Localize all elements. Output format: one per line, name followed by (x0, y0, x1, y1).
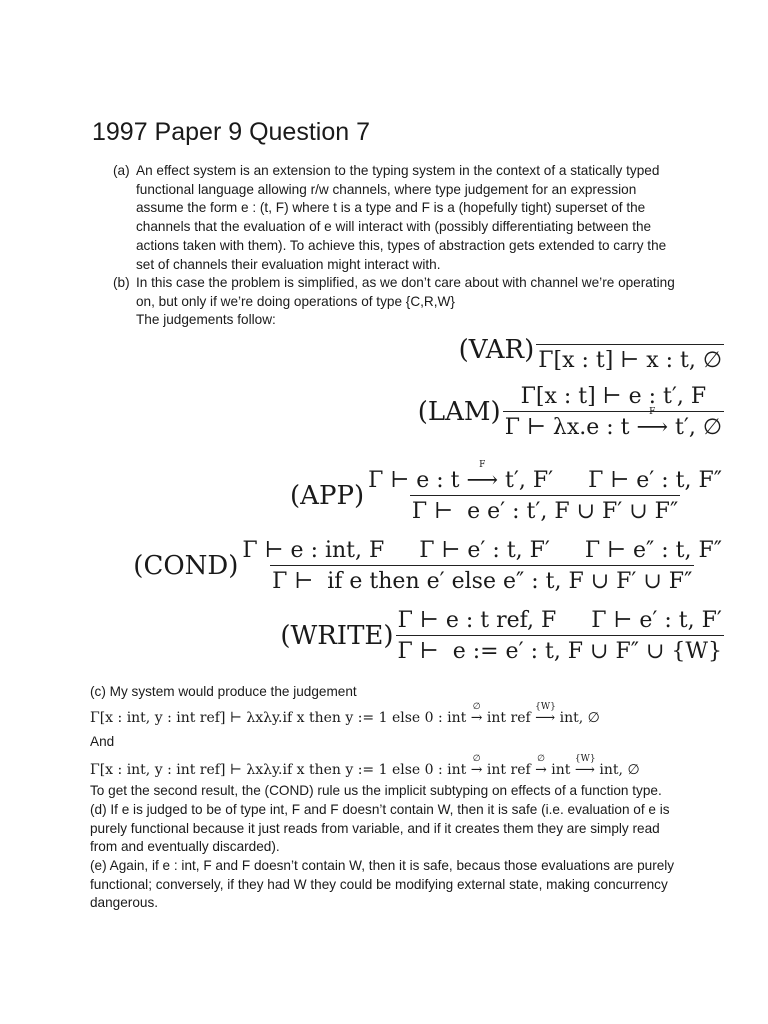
judgement-2-post: int, ∅ (594, 762, 640, 778)
page-title: 1997 Paper 9 Question 7 (92, 118, 370, 146)
and-text: And (90, 734, 115, 749)
rule-write-name: (WRITE) (280, 621, 394, 651)
arrow-label: ∅ (537, 754, 545, 764)
rule-var (459, 326, 724, 373)
judgement-2-pre: Γ[x : int, y : int ref] ⊢ λxλy.if x then y := 1 else 0 : int (90, 762, 471, 778)
arrow-label: {W} (574, 754, 596, 764)
rule-cond-fraction (240, 538, 724, 594)
judgement-1-pre: Γ[x : int, y : int ref] ⊢ λxλy.if x then y := 1 else 0 : int (90, 710, 471, 726)
part-b-label: (b) (113, 275, 130, 290)
judgement-1 (90, 702, 600, 726)
rule-lam-premise: Γ[x : t] ⊢ e : t′, F (520, 384, 707, 409)
rule-app-premise-pre: Γ ⊢ e : t (368, 468, 467, 493)
rule-var-fraction (536, 326, 724, 373)
arrow-icon: ∅ → (535, 754, 547, 778)
part-d: (d) If e is judged to be of type int, F and F doesn’t contain W, then it is safe (i.e. evaluation of e is purely functional because it just reads from variable, and if it creates them they are simply read from and eventually discarded). (90, 802, 670, 855)
rule-cond-conclusion: Γ ⊢ if e then e′ else e″ : t, F ∪ F′ ∪ F″ (270, 565, 694, 594)
judgement-1-mid: int ref (482, 710, 536, 726)
rule-cond (133, 538, 724, 594)
judgement-2-mid2: int (546, 762, 575, 778)
rule-var-name: (VAR) (458, 334, 535, 365)
part-a (113, 162, 683, 274)
arrow-icon: ∅ → (470, 702, 483, 726)
rule-write (280, 608, 724, 664)
judgement-2-mid1: int ref (482, 762, 536, 778)
arrow-label: ∅ (472, 754, 481, 764)
rule-lam-conclusion (503, 407, 724, 440)
rule-write-conclusion: Γ ⊢ e := e′ : t, F ∪ F″ ∪ {W} (396, 635, 724, 664)
rule-lam-name: (LAM) (417, 397, 501, 427)
arrow-label: {W} (535, 702, 556, 712)
part-a-text: An effect system is an extension to the typing system in the context of a statically typed functional language allowing r/w channels, where type judgement for an expression assume the form e : (t, F) where t is a type and F is a (hopefully tight) superset of the channels that the evaluation of e will interact with (possibly differentiating between the actions taken with them). To achieve this, types of abstraction gets extended to carry the set of channels their evaluation might interact with. (136, 163, 667, 272)
part-c-followup: To get the second result, the (COND) rule us the implicit subtyping on effects of a function type. (90, 783, 662, 798)
rule-cond-name: (COND) (133, 551, 239, 581)
arrow-icon: F ⟶ (466, 460, 499, 493)
arrow-label: ∅ (472, 702, 481, 712)
judgement-1-post: int, ∅ (555, 710, 600, 726)
arrow-icon: {W} ⟶ (574, 754, 596, 778)
rule-app-fraction (366, 460, 724, 524)
rule-write-premise: Γ ⊢ e : t ref, F Γ ⊢ e′ : t, F′ (397, 608, 722, 633)
rule-app-name: (APP) (290, 481, 365, 511)
part-a-label: (a) (113, 163, 130, 178)
arrow-label: F (479, 460, 486, 470)
arrow-icon: ∅ → (470, 754, 483, 778)
judgement-2 (90, 754, 640, 778)
rule-var-premise (628, 326, 632, 344)
part-c-text: (c) My system would produce the judgement (90, 684, 357, 699)
rule-lam-conclusion-pre: Γ ⊢ λx.e : t (504, 415, 637, 440)
rule-write-fraction (396, 608, 724, 664)
arrow-icon: {W} ⟶ (535, 702, 556, 726)
rule-lam-conclusion-post: t′, ∅ (668, 415, 722, 440)
rule-lam (418, 384, 724, 440)
part-b-text: In this case the problem is simplified, as we don’t care about with channel we’re operating on, but only if we’re doing operations of type {C,R,W} (136, 275, 675, 309)
rule-app-premise (366, 460, 724, 495)
rule-lam-fraction (503, 384, 724, 440)
arrow-icon: F ⟶ (636, 407, 669, 440)
rule-cond-premise: Γ ⊢ e : int, F Γ ⊢ e′ : t, F′ Γ ⊢ e″ : t, F″ (242, 538, 722, 563)
rule-var-conclusion: Γ[x : t] ⊢ x : t, ∅ (536, 344, 724, 373)
rule-app-conclusion: Γ ⊢ e e′ : t′, F ∪ F′ ∪ F″ (410, 495, 680, 524)
part-b-text2: The judgements follow: (136, 312, 276, 328)
part-e: (e) Again, if e : int, F and F doesn’t contain W, then it is safe, becaus those evaluations are purely functional; conversely, if they had W they could be modifying external state, making concurrency dangerous. (90, 858, 675, 911)
arrow-label: F (649, 407, 656, 417)
rule-app-premise-post: t′, F′ Γ ⊢ e′ : t, F″ (498, 468, 722, 493)
rule-app (290, 460, 724, 524)
part-b (113, 274, 683, 330)
